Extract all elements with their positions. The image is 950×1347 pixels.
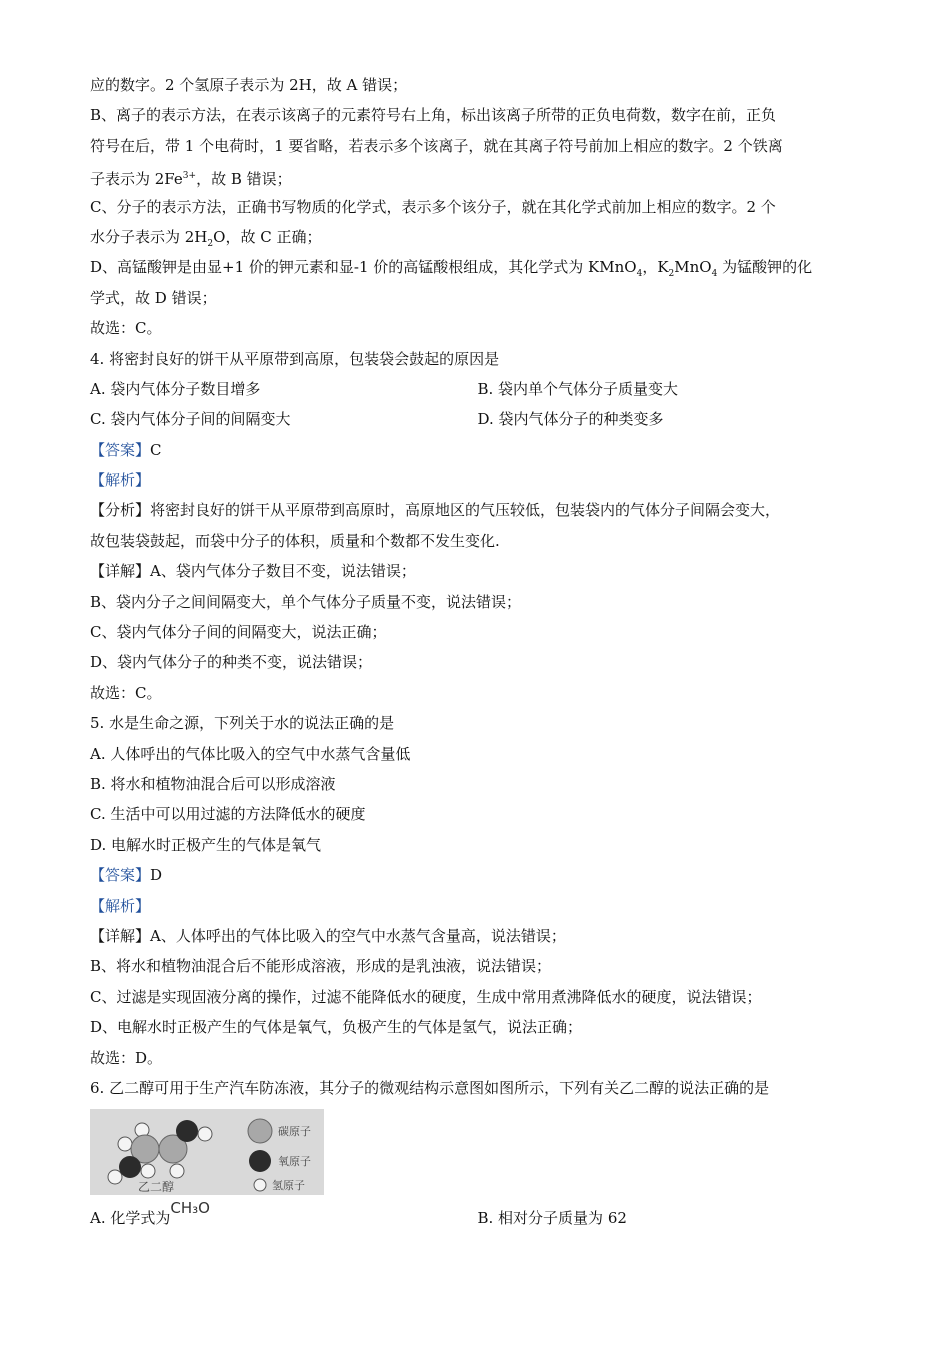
option-text: A. 化学式为 <box>90 1209 171 1228</box>
answer-line <box>90 435 865 465</box>
text-line: B、离子的表示方法，在表示该离子的元素符号右上角，标出该离子所带的正负电荷数，数字在前，正负 <box>90 106 777 125</box>
text-line: 符号在后，带 1 个电荷时，1 要省略，若表示多个该离子，就在其离子符号前加上相应的数字。2 个铁离 <box>90 136 783 155</box>
text-line: B、将水和植物油混合后不能形成溶液，形成的是乳浊液，说法错误； <box>90 957 552 976</box>
document-page <box>90 70 865 1234</box>
option-b: B. 相对分子质量为 62 <box>477 1209 627 1228</box>
subscript: 2 <box>207 238 214 249</box>
text-line: 应的数字。2 个氢原子表示为 2H，故 A 错误； <box>90 76 408 94</box>
answer-tag: 【答案】 <box>90 866 151 885</box>
text-span: 水分子表示为 2H <box>90 227 208 246</box>
text-span: O，故 C 正确； <box>213 227 322 246</box>
text-line: D、袋内气体分子的种类不变，说法错误； <box>90 653 373 672</box>
text-line: D、电解水时正极产生的气体是氧气，负极产生的气体是氢气，说法正确； <box>90 1018 583 1037</box>
question-stem: 4. 将密封良好的饼干从平原带到高原，包装袋会鼓起的原因是 <box>90 349 500 368</box>
text-line: C、袋内气体分子间的间隔变大，说法正确； <box>90 623 387 642</box>
hydrogen-atom <box>118 1137 132 1151</box>
text-span: ，K <box>642 258 669 277</box>
text-span: A、袋内气体分子数目不变，说法错误； <box>150 562 416 581</box>
subscript: 4 <box>711 269 718 280</box>
molecule-label: 乙二醇 <box>138 1180 175 1195</box>
option-d: D. 袋内气体分子的种类变多 <box>477 410 664 429</box>
option-b: B. 袋内单个气体分子质量变大 <box>477 379 679 398</box>
text-line: 故选：C。 <box>90 319 162 338</box>
option-b: B. 将水和植物油混合后可以形成溶液 <box>90 774 336 793</box>
text-line: 故选：D。 <box>90 1048 163 1067</box>
chemical-formula: CH₃O <box>170 1199 210 1218</box>
subscript: 4 <box>636 269 643 280</box>
detail-tag: 【详解】 <box>90 562 151 581</box>
text-line: C、过滤是实现固液分离的操作，过滤不能降低水的硬度，生成中常用煮沸降低水的硬度，说法错误； <box>90 987 762 1006</box>
oxygen-atom <box>119 1156 141 1178</box>
legend-hydrogen-label: 氢原子 <box>272 1179 305 1193</box>
text-span: A、人体呼出的气体比吸入的空气中水蒸气含量高，说法错误； <box>150 926 566 945</box>
molecule-figure <box>90 1109 324 1195</box>
text-line <box>90 161 865 191</box>
oxygen-atom <box>176 1120 198 1142</box>
legend-oxygen-swatch <box>249 1150 271 1172</box>
text-line: 故包装袋鼓起，而袋中分子的体积，质量和个数都不发生变化. <box>90 531 500 550</box>
legend-hydrogen-swatch <box>254 1179 266 1191</box>
option-c: C. 生活中可以用过滤的方法降低水的硬度 <box>90 805 366 824</box>
text-line <box>90 921 865 951</box>
text-line <box>90 495 865 525</box>
answer-value: D <box>150 866 163 885</box>
detail-tag: 【详解】 <box>90 926 151 945</box>
text-line <box>90 222 865 252</box>
superscript: 3+ <box>182 171 197 182</box>
text-span: ，故 B 错误； <box>196 170 292 189</box>
hydrogen-atom <box>108 1170 122 1184</box>
legend-oxygen-label: 氧原子 <box>278 1155 311 1169</box>
option-row <box>90 1199 865 1233</box>
option-row <box>90 404 865 434</box>
text-line: 故选：C。 <box>90 683 162 702</box>
option-row <box>90 374 865 404</box>
ethylene-glycol-diagram <box>90 1109 324 1195</box>
text-line <box>90 556 865 586</box>
option-a: A. 人体呼出的气体比吸入的空气中水蒸气含量低 <box>90 744 411 763</box>
legend-carbon-label: 碳原子 <box>278 1125 311 1139</box>
option-a <box>90 1199 478 1233</box>
text-line: 学式，故 D 错误； <box>90 288 217 307</box>
text-span: 将密封良好的饼干从平原带到高原时，高原地区的气压较低，包装袋内的气体分子间隔会变大， <box>150 501 781 520</box>
answer-value: C <box>150 440 162 459</box>
analysis-heading: 【解析】 <box>90 471 151 490</box>
answer-tag: 【答案】 <box>90 440 151 459</box>
analysis-heading: 【解析】 <box>90 896 151 915</box>
option-c: C. 袋内气体分子间的间隔变大 <box>90 410 291 429</box>
text-span: 子表示为 2Fe <box>90 170 183 189</box>
question-stem: 6. 乙二醇可用于生产汽车防冻液，其分子的微观结构示意图如图所示，下列有关乙二醇的说法正确的是 <box>90 1078 770 1097</box>
text-span: D、高锰酸钾是由显+1 价的钾元素和显-1 价的高锰酸根组成，其化学式为 KMnO <box>90 258 637 277</box>
hydrogen-atom <box>198 1127 212 1141</box>
subscript: 2 <box>668 269 675 280</box>
text-span: 为锰酸钾的化 <box>717 258 813 277</box>
text-line: C、分子的表示方法，正确书写物质的化学式，表示多个该分子，就在其化学式前加上相应的数字。2 个 <box>90 197 776 216</box>
option-d: D. 电解水时正极产生的气体是氧气 <box>90 835 322 854</box>
analysis-tag: 【分析】 <box>90 501 151 520</box>
text-span: MnO <box>674 258 712 277</box>
answer-line <box>90 860 865 890</box>
text-line <box>90 252 865 282</box>
hydrogen-atom <box>170 1164 184 1178</box>
text-line: B、袋内分子之间间隔变大，单个气体分子质量不变，说法错误； <box>90 592 522 611</box>
option-a: A. 袋内气体分子数目增多 <box>90 379 261 398</box>
hydrogen-atom <box>141 1164 155 1178</box>
legend-carbon-swatch <box>248 1119 272 1143</box>
question-stem: 5. 水是生命之源，下列关于水的说法正确的是 <box>90 714 395 733</box>
